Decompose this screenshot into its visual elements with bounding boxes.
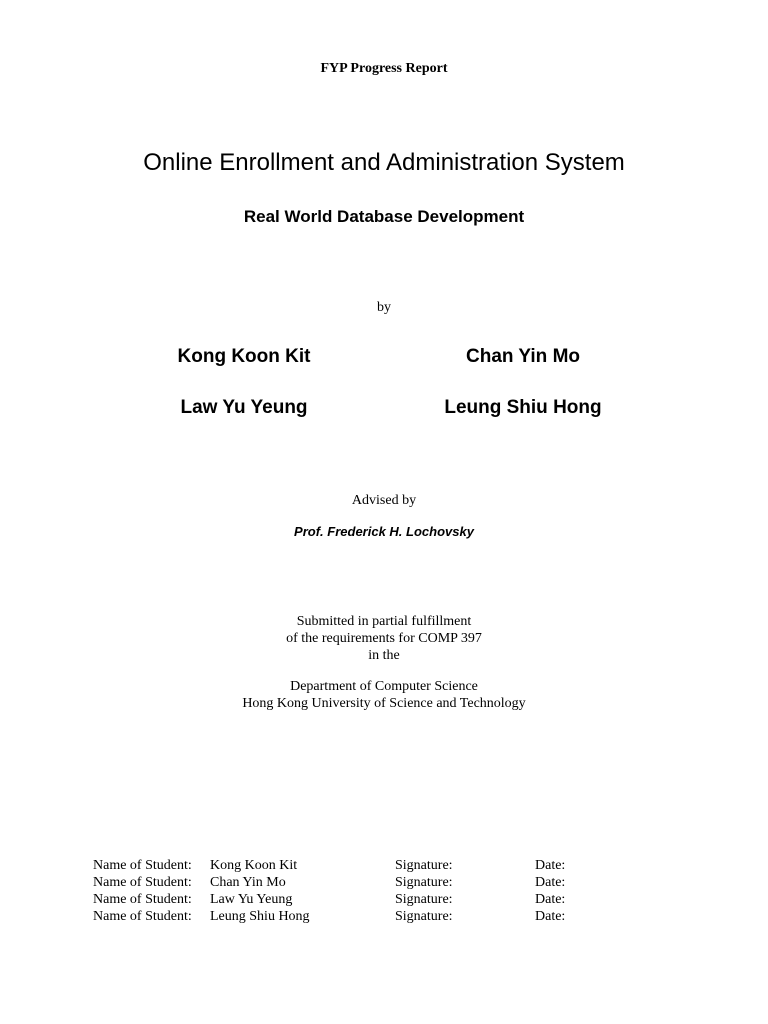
table-row — [93, 908, 693, 925]
submission-line: of the requirements for COMP 397 — [286, 631, 482, 646]
advised-by-label: Advised by — [351, 493, 417, 508]
page-subtitle: Real World Database Development — [243, 207, 525, 226]
name-of-student-label: Name of Student: — [93, 875, 192, 890]
department-name: Department of Computer Science — [290, 679, 478, 694]
signature-label: Signature: — [395, 909, 453, 924]
signature-label: Signature: — [395, 875, 453, 890]
author-name: Law Yu Yeung — [180, 397, 308, 418]
signature-label: Signature: — [395, 892, 453, 907]
student-name: Kong Koon Kit — [210, 858, 298, 873]
advisor-name: Prof. Frederick H. Lochovsky — [294, 524, 474, 539]
student-name: Law Yu Yeung — [210, 892, 293, 907]
date-label: Date: — [535, 909, 566, 924]
table-row — [93, 857, 693, 874]
table-row — [93, 891, 693, 908]
student-name: Leung Shiu Hong — [210, 909, 310, 924]
signature-table — [93, 857, 693, 925]
date-label: Date: — [535, 858, 566, 873]
date-label: Date: — [535, 892, 566, 907]
page-title: Online Enrollment and Administration System — [143, 149, 625, 176]
table-row — [93, 874, 693, 891]
name-of-student-label: Name of Student: — [93, 858, 192, 873]
submission-statement — [0, 613, 768, 664]
author-name: Leung Shiu Hong — [444, 397, 602, 418]
by-label: by — [377, 300, 391, 315]
student-name: Chan Yin Mo — [210, 875, 286, 890]
institution-block — [0, 678, 768, 712]
signature-label: Signature: — [395, 858, 453, 873]
university-name: Hong Kong University of Science and Technology — [242, 696, 526, 711]
author-name: Kong Koon Kit — [177, 346, 311, 367]
submission-line: Submitted in partial fulfillment — [296, 614, 472, 629]
submission-line: in the — [368, 648, 400, 663]
report-type: FYP Progress Report — [320, 61, 448, 76]
name-of-student-label: Name of Student: — [93, 909, 192, 924]
author-name: Chan Yin Mo — [466, 346, 580, 367]
date-label: Date: — [535, 875, 566, 890]
name-of-student-label: Name of Student: — [93, 892, 192, 907]
